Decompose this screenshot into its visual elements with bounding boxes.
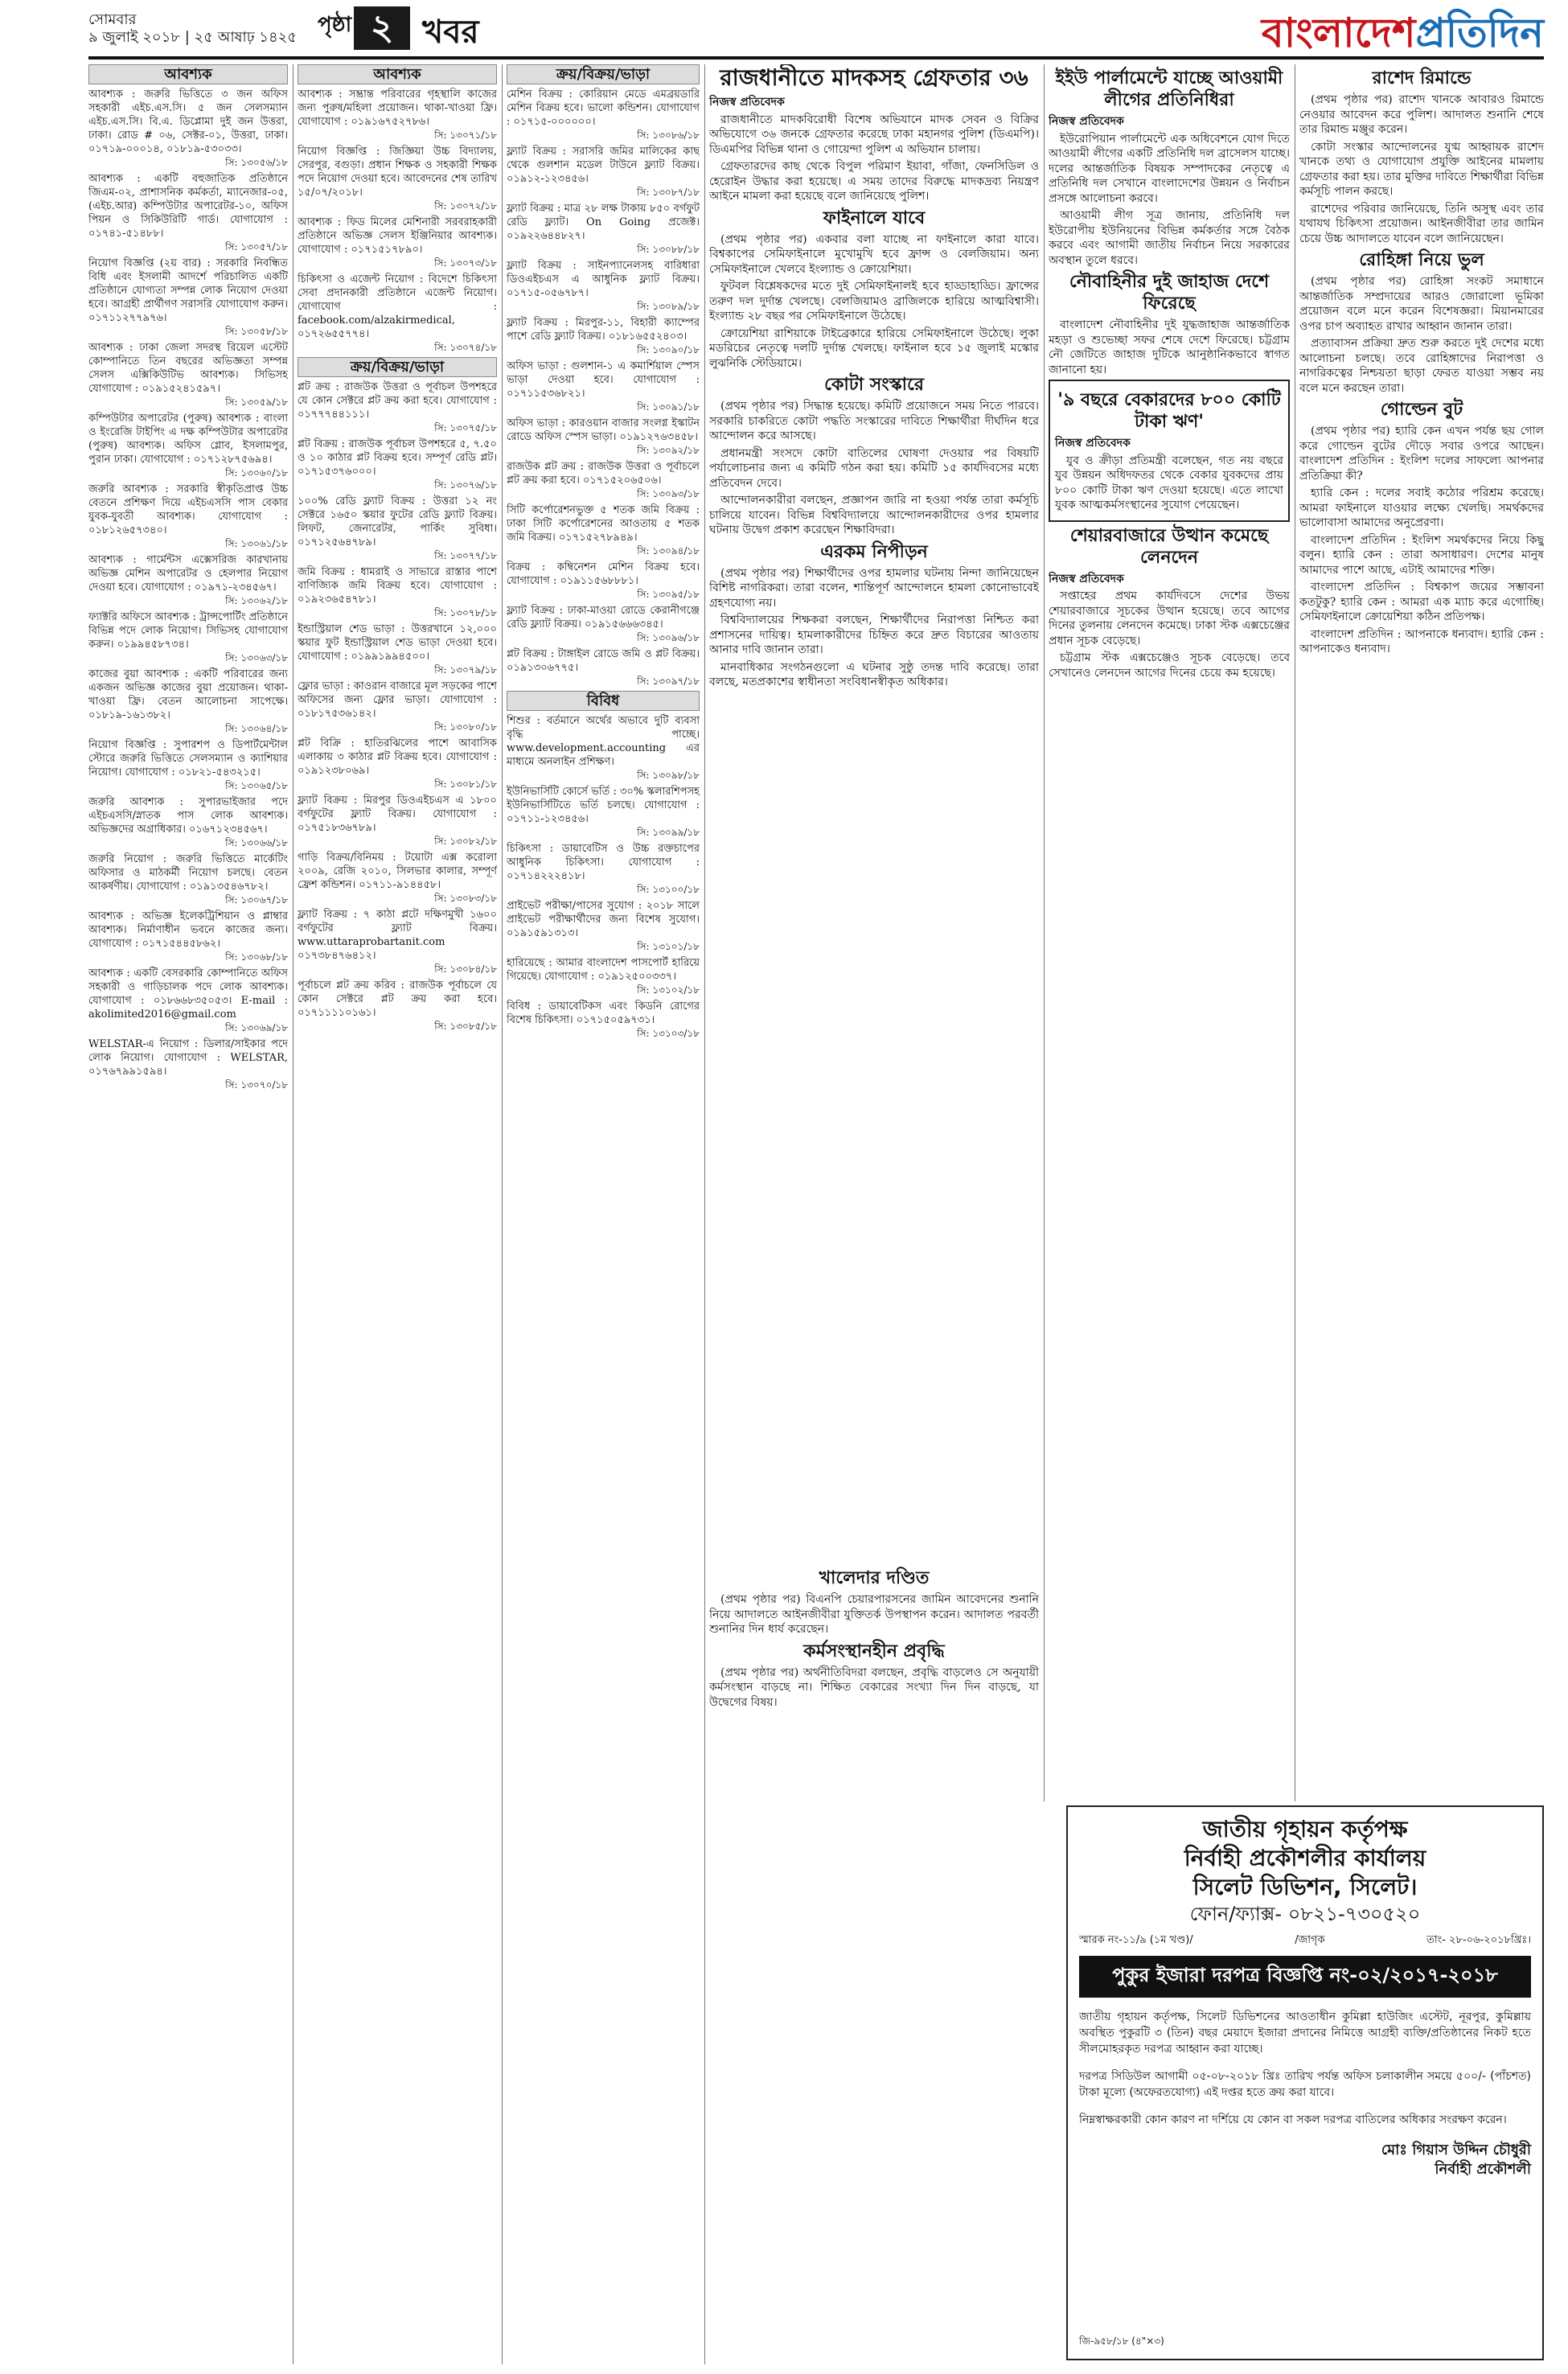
notice-body: দরপত্র সিডিউল আগামী ০৫-০৮-২০১৮ খ্রিঃ তারিখ পর্যন্ত অফিস চলাকালীন সময়ে ৫০০/- (পাঁচশত) টাকা মূল্যে (অফেরতযোগ্য) এই দপ্তর হতে ক্রয় করা যাবে। — [1079, 2070, 1531, 2099]
headline-quota: কোটা সংস্কারে — [824, 375, 924, 395]
ad-text: প্লট ক্রয় : রাজউক উত্তরা ও পূর্বাচল উপশহরে যে কোন সেক্টরে প্লট ক্রয় করা হবে। যোগাযোগ : ০১৭৭৭৪৪১১১। — [298, 381, 497, 421]
column-divider — [704, 64, 705, 2364]
classified-ad — [507, 503, 700, 558]
ad-text: আবশ্যক : অভিজ্ঞ ইলেকট্রিশিয়ান ও প্লাম্বার আবশ্যক। নির্মাণাধীন ভবনে কাজের জন্য। যোগাযোগ : ০১৭১৫৪৪৫৮৬২। — [88, 910, 288, 950]
classified-ad — [88, 88, 288, 170]
ad-text: জরুরি নিয়োগ : জরুরি ভিত্তিতে মার্কেটিং অফিসার ও মাঠকর্মী নিয়োগ চলছে। বেতন আকর্ষণীয়। যোগাযোগ : ০১৯১৩৫৪৬৭৮২। — [88, 853, 288, 893]
ad-code: সি: ১৩০৫৯/১৮ — [225, 396, 288, 408]
ad-code: সি: ১৩০৮২/১৮ — [434, 836, 497, 847]
paragraph: বাংলাদেশ প্রতিদিন : বিশ্বকাপ জয়ের সম্ভাবনা কতটুকু? হ্যারি কেন : আমরা এক ম্যাচ করে এগোচ্ছি। সেমিফাইনালে ক্রোয়েশিয়া কঠিন প্রতিপক্ষ। — [1299, 581, 1544, 623]
ad-code: সি: ১৩০৮৫/১৮ — [434, 1021, 497, 1032]
paragraph: (প্রথম পৃষ্ঠার পর) রোহিঙ্গা সংকট সমাধানে আন্তর্জাতিক সম্প্রদায়ের আরও জোরালো ভূমিকা প্রয়োজন বলে মনে করেন বিশেষজ্ঞরা। মিয়ানমারের ওপর চাপ অব্যাহত রাখার আহ্বান জানান তারা। — [1299, 275, 1544, 333]
headline-final: ফাইনালে যাবে — [823, 207, 926, 228]
paragraph: প্রধানমন্ত্রী সংসদে কোটা বাতিলের ঘোষণা দেওয়ার পর বিষয়টি পর্যালোচনার জন্য এ কমিটি গঠন করা হয়। কমিটি ১৫ কার্যদিবসের মধ্যে প্রতিবেদন দেবে। — [709, 446, 1039, 490]
paragraph: (প্রথম পৃষ্ঠার পর) হ্যারি কেন এখন পর্যন্ত ছয় গোল করে গোল্ডেন বুটের দৌড়ে সবার ওপরে আছেন। বাংলাদেশ প্রতিদিন : ইংলিশ দলের সাফল্যে আপনার প্রতিক্রিয়া কী? — [1299, 425, 1544, 483]
ad-code: সি: ১৩০৬৫/১৮ — [225, 780, 288, 791]
paragraph: কোটা সংস্কার আন্দোলনের যুগ্ম আহ্বায়ক রাশেদ খানকে তথ্য ও যোগাযোগ প্রযুক্তি আইনের মামলায় গ্রেফতার করা হয়। তার মুক্তির দাবিতে শিক্ষার্থীরা বিভিন্ন কর্মসূচি পালন করছে। — [1299, 140, 1544, 198]
classified-ad — [507, 359, 700, 414]
ad-code: সি: ১৩০৬৩/১৮ — [225, 652, 288, 663]
main-news-area — [709, 64, 1039, 1560]
ad-text: ফ্যাক্টরি অফিসে আবশ্যক : ট্রান্সপোর্টিং প্রতিষ্ঠানে বিভিন্ন পদে লোক নিয়োগ। সিভিসহ যোগাযোগ করুন। ০১৯৯৪৫৮৭৩৪। — [88, 611, 288, 651]
headline-golden: গোল্ডেন বুট — [1380, 400, 1463, 420]
ad-text: আবশ্যক : ফিড মিলের মেশিনারী সরবরাহকারী প্রতিষ্ঠানে অভিজ্ঞ সেলস ইঞ্জিনিয়ার আবশ্যক। যোগাযোগ : ০১৭১৫১৭৮৯০। — [298, 216, 497, 256]
ad-text: আবশ্যক : ঢাকা জেলা সদরস্থ রিয়েল এস্টেট কোম্পানিতে তিন বছরের অভিজ্ঞতা সম্পন্ন সেলস এক্সিকিউটিভ আবশ্যক। সিভিসহ যোগাযোগ : ০১৯১৫২৪১৫৯৭। — [88, 342, 288, 395]
section-head: আবশ্যক — [88, 64, 288, 84]
page-header — [0, 0, 1568, 56]
classified-ad — [507, 259, 700, 314]
classified-column-2 — [298, 64, 497, 2364]
classified-ad — [298, 979, 497, 1033]
ad-text: সিটি কর্পোরেশনভুক্ত ৫ শতক জমি বিক্রয় : ঢাকা সিটি কর্পোরেশনের আওতায় ৫ শতক জমি বিক্রয়। ০১৭১৫২৭৮৯৪৯। — [507, 504, 700, 544]
ad-code: সি: ১৩০৬১/১৮ — [225, 538, 288, 549]
notice-body: নিম্নস্বাক্ষরকারী কোন কারণ না দর্শিয়ে যে কোন বা সকল দরপত্র বাতিলের অধিকার সংরক্ষণ করেন। — [1079, 2113, 1507, 2126]
paragraph: (প্রথম পৃষ্ঠার পর) অর্থনীতিবিদরা বলছেন, প্রবৃদ্ধি বাড়লেও সে অনুযায়ী কর্মসংস্থান বাড়ছে না। শিক্ষিত বেকারের সংখ্যা দিন দিন বাড়ছে, যা উদ্বেগের বিষয়। — [709, 1665, 1039, 1709]
ad-code: সি: ১৩০৭২/১৮ — [434, 200, 497, 212]
classified-ad — [88, 483, 288, 551]
ad-text: গাড়ি বিক্রয়/বিনিময় : টয়োটা এক্স করোলা ২০০৯, রেজি ২০১০, সিলভার কালার, সম্পূর্ণ ফ্রেশ কন্ডিশন। ০১৭১১-৯১৪৪৫৮। — [298, 852, 497, 891]
ad-text: প্লট বিক্রয় : টাঙ্গাইল রোডে জমি ও প্লট বিক্রয়। ০১৯১৩০৬৭৭৫। — [507, 648, 700, 674]
classified-ad — [298, 851, 497, 906]
ad-code: সি: ১৩০৯৩/১৮ — [637, 488, 700, 499]
headline-rohingya: রোহিঙ্গা নিয়ে ভুল — [1359, 250, 1484, 270]
ad-code: সি: ১৩০৭৬/১৮ — [434, 479, 497, 491]
classified-ad — [507, 460, 700, 501]
paragraph: গ্রেফতারদের কাছ থেকে বিপুল পরিমাণ ইয়াবা, গাঁজা, ফেনসিডিল ও হেরোইন উদ্ধার করা হয়েছে। এ সময় তাদের বিরুদ্ধে মাদকদ্রব্য নিয়ন্ত্রণ আইনে মামলা করা হয়েছে বলে জানিয়েছে পুলিশ। — [709, 160, 1039, 203]
ad-code: সি: ১৩০৮৪/১৮ — [434, 963, 497, 975]
ad-code: সি: ১৩০৯৫/১৮ — [637, 589, 700, 600]
paragraph: যুব ও ক্রীড়া প্রতিমন্ত্রী বলেছেন, গত নয় বছরে যুব উন্নয়ন অধিদফতর থেকে বেকার যুবকদের প্রায় ৮০০ কোটি টাকা ঋণ দেওয়া হয়েছে। এতে লাখো যুবক আত্মকর্মসংস্থানের সুযোগ পেয়েছেন। — [1055, 454, 1283, 511]
classified-ad — [298, 737, 497, 791]
paragraph: বাংলাদেশ নৌবাহিনীর দুই যুদ্ধজাহাজ আন্তর্জাতিক মহড়া ও শুভেচ্ছা সফর শেষে দেশে ফিরেছে। চট্টগ্রাম নৌ জেটিতে জাহাজ দুটিকে আনুষ্ঠানিকভাবে স্বাগত জানানো হয়। — [1049, 318, 1290, 376]
ad-code: সি: ১৩০৭০/১৮ — [225, 1079, 288, 1090]
paragraph: (প্রথম পৃষ্ঠার পর) সিদ্ধান্ত হয়েছে। কমিটি প্রয়োজনে সময় নিতে পারবে। সরকারি চাকরিতে কোটা পদ্ধতি সংস্কারের দাবিতে শিক্ষার্থীরা দীর্ঘদিন ধরে আন্দোলন করে আসছে। — [709, 400, 1039, 442]
ad-code: সি: ১৩০৬০/১৮ — [225, 467, 288, 478]
classified-ad — [507, 604, 700, 645]
ad-code: সি: ১৩০৮৭/১৮ — [637, 187, 700, 198]
ad-text: ইন্ডাস্ট্রিয়াল শেড ভাড়া : উত্তরখানে ১২,০০০ স্কয়ার ফুট ইন্ডাস্ট্রিয়াল শেড ভাড়া দেওয়া হবে। যোগাযোগ : ০১৯৯১৯৯৪৫০০। — [298, 623, 497, 663]
section-head: আবশ্যক — [298, 64, 497, 84]
ad-code: সি: ১৩০৫৮/১৮ — [225, 326, 288, 337]
classified-ad — [298, 794, 497, 848]
ad-text: বিক্রয় : কম্বিনেশন মেশিন বিক্রয় হবে। যোগাযোগ : ০১৯১১৫৬৮৮৮১। — [507, 561, 700, 587]
ad-code: সি: ১৩০৬২/১৮ — [225, 595, 288, 606]
byline: নিজস্ব প্রতিবেদক — [1049, 572, 1124, 585]
ad-code: সি: ১৩০৭৩/১৮ — [434, 257, 497, 269]
ad-text: WELSTAR-এ নিয়োগ : ডিলার/সাইকার পদে লোক নিয়োগ। যোগাযোগ : WELSTAR, ০১৭৬৭৯৯১৫৯৪। — [88, 1038, 288, 1078]
classified-ad — [88, 172, 288, 254]
classified-ad — [88, 341, 288, 409]
paragraph: রাজধানীতে মাদকবিরোধী বিশেষ অভিযানে মাদক সেবন ও বিক্রির অভিযোগে ৩৬ জনকে গ্রেফতার করেছে ঢাকা মহানগর পুলিশ (ডিএমপি)। ডিএমপির বিভিন্ন থানা ও গোয়েন্দা পুলিশ এ অভিযান চালায়। — [709, 113, 1039, 156]
ad-text: ইউনিভার্সিটি কোর্সে ভর্তি : ৩০% স্কলারশিপসহ ইউনিভার্সিটিতে ভর্তি চলছে। যোগাযোগ : ০১৭১১-১২৩৪৫৬। — [507, 786, 700, 825]
ad-code: সি: ১৩০৭৯/১৮ — [434, 664, 497, 676]
paragraph: ক্রোয়েশিয়া রাশিয়াকে টাইব্রেকারে হারিয়ে সেমিফাইনালে উঠেছে। লুকা মডরিচের নেতৃত্বে দলটি দুর্দান্ত খেলছে। ফাইনাল হবে ১৫ জুলাই মস্কোর লুঝনিকি স্টেডিয়ামে। — [709, 327, 1039, 370]
ad-code: সি: ১৩০৭৪/১৮ — [434, 342, 497, 353]
notice-memo — [1079, 1932, 1531, 1949]
memo-no: স্মারক নং-১১/৯ (১ম খণ্ড)/ — [1079, 1934, 1193, 1946]
ad-code: সি: ১৩১০১/১৮ — [637, 941, 700, 952]
classified-ad — [298, 380, 497, 435]
paragraph: (প্রথম পৃষ্ঠার পর) বিএনপি চেয়ারপারসনের জামিন আবেদনের শুনানি নিয়ে আদালতে আইনজীবীরা যুক্তিতর্ক উপস্থাপন করেন। আদালত পরবর্তী শুনানির দিন ধার্য করেছেন। — [709, 1593, 1039, 1636]
ad-code: সি: ১৩০৯৯/১৮ — [637, 827, 700, 838]
paragraph: (প্রথম পৃষ্ঠার পর) রাশেদ খানকে আবারও রিমান্ডে নেওয়ার আবেদন করে পুলিশ। আদালত শুনানি শেষে তার রিমান্ড মঞ্জুর করেন। — [1299, 93, 1544, 136]
classified-ad — [298, 495, 497, 563]
ad-code: সি: ১৩০৬৯/১৮ — [225, 1022, 288, 1033]
classified-column-1 — [88, 64, 288, 2364]
weekday: সোমবার — [88, 11, 137, 28]
classified-ad — [298, 145, 497, 213]
paragraph: রাশেদের পরিবার জানিয়েছে, তিনি অসুস্থ এবং তার যথাযথ চিকিৎসা প্রয়োজন। আইনজীবীরা তার জামিন চেয়ে উচ্চ আদালতে যাবেন বলে জানিয়েছেন। — [1299, 202, 1544, 245]
ad-code: সি: ১৩০৯৮/১৮ — [637, 770, 700, 781]
ad-code: সি: ১৩০৯০/১৮ — [637, 344, 700, 355]
classified-column-3 — [507, 64, 700, 2019]
ad-code: সি: ১৩০৯৭/১৮ — [637, 676, 700, 687]
ad-text: আবশ্যক : গার্মেন্টস এক্সেসরিজ কারখানায় অভিজ্ঞ মেশিন অপারেটর ও হেলপার নিয়োগ দেওয়া হবে। যোগাযোগ : ০১৯৭১-২৩৪৫৬৭। — [88, 554, 288, 594]
ad-code: সি: ১৩০৬৮/১৮ — [225, 951, 288, 963]
ad-code: সি: ১৩০৮৯/১৮ — [637, 301, 700, 312]
ad-code: সি: ১৩০৯৬/১৮ — [637, 632, 700, 643]
ad-code: সি: ১৩০৭৭/১৮ — [434, 550, 497, 561]
memo-date: তাং- ২৮-০৬-২০১৮খ্রিঃ। — [1426, 1934, 1531, 1946]
notice-body: জাতীয় গৃহায়ন কর্তৃপক্ষ, সিলেট ডিভিশনের আওতাধীন কুমিল্লা হাউজিং এস্টেট, নূরপুর, কুমিল্লায় অবস্থিত পুকুরটি ৩ (তিন) বছর মেয়াদে ইজারা প্রদানের নিমিত্তে আগ্রহী ব্যক্তি/প্রতিষ্ঠানের নিকট হতে সীলমোহরকৃত দরপত্র আহ্বান করা যাচ্ছে। — [1079, 2011, 1531, 2056]
masthead-logo — [1262, 3, 1544, 70]
classified-ad — [88, 910, 288, 964]
paragraph: ফুটবল বিশ্লেষকদের মতে দুই সেমিফাইনালই হবে হাড্ডাহাড্ডি। ফ্রান্সের তরুণ দল দুর্দান্ত খেলছে। বেলজিয়ামও ব্রাজিলকে হারিয়ে আত্মবিশ্বাসী। ইংল্যান্ড ২৮ বছর পর সেমিফাইনালে উঠেছে। — [709, 280, 1039, 322]
classified-ad — [507, 842, 700, 897]
ad-text: প্লট বিক্রয় : রাজউক পূর্বাচল উপশহরে ৫, ৭.৫০ ও ১০ কাঠার প্লট বিক্রয় হবে। সম্পূর্ণ রেডি প্লট। ০১৭১৫৩৭৬০০০। — [298, 438, 497, 478]
paragraph: বাংলাদেশ প্রতিদিন : ইংলিশ সমর্থকদের নিয়ে কিছু বলুন। হ্যারি কেন : তারা অসাধারণ। দেশের মানুষ আমাদের পাশে আছে, এটাই আমাদের শক্তি। — [1299, 533, 1544, 577]
ad-text: কাজের বুয়া আবশ্যক : একটি পরিবারের জন্য একজন অভিজ্ঞ কাজের বুয়া প্রয়োজন। থাকা-খাওয়া ফ্রি। বেতন আলোচনা সাপেক্ষে। ০১৮১৯-১৬১৩৮২। — [88, 668, 288, 721]
ad-text: শিশুর : বর্তমানে অর্থের অভাবে দুটি ব্যবসা বৃদ্ধি পাচ্ছে। www.development.accounting এর মাধ্যমে অনলাইন প্রশিক্ষণ। — [507, 715, 700, 768]
classified-ad — [507, 316, 700, 357]
paragraph: আন্দোলনকারীরা বলছেন, প্রজ্ঞাপন জারি না হওয়া পর্যন্ত তারা কর্মসূচি চালিয়ে যাবেন। বিভিন্ন বিশ্ববিদ্যালয়ে আন্দোলনকারীদের ওপর হামলার ঘটনায় উদ্বেগ প্রকাশ করেছেন শিক্ষাবিদরা। — [709, 494, 1039, 536]
ad-text: নিয়োগ বিজ্ঞপ্তি (২য় বার) : সরকারি নিবন্ধিত বিধি এবং ইসলামী আদর্শে পরিচালিত একটি প্রতিষ্ঠানে যোগ্যতা সম্পন্ন লোক নিয়োগ দেওয়া হবে। আগ্রহী প্রার্থীগণ সরাসরি যোগাযোগ করুন। ০১৭১১২৭৭৯৭৬। — [88, 257, 288, 324]
ad-text: প্রাইভেট পরীক্ষা/পাসের সুযোগ : ২০১৮ সালে প্রাইভেট পরীক্ষার্থীদের জন্য বিশেষ সুযোগ। ০১৯১৫৯১৩১৩। — [507, 900, 700, 939]
memo-mid: /জাগৃক — [1295, 1934, 1325, 1946]
ad-code: সি: ১৩০৮১/১৮ — [434, 778, 497, 790]
paragraph: (প্রথম পৃষ্ঠার পর) একবার বলা যাচ্ছে না ফাইনালে কারা যাবে। বিশ্বকাপের সেমিফাইনালে মুখোমুখি হবে ফ্রান্স ও বেলজিয়াম। অন্য সেমিফাইনালে খেলবে ইংল্যান্ড ও ক্রোয়েশিয়া। — [709, 232, 1039, 276]
headline-rashed: রাশেদ রিমান্ডে — [1372, 68, 1472, 88]
classified-ad — [88, 1037, 288, 1092]
ad-text: বিবিধ : ডায়াবেটিকস এবং কিডনি রোগের বিশেষ চিকিৎসা। ০১৭১৫০৫৯৭৩১। — [507, 1000, 700, 1026]
page-number: ২ — [354, 6, 410, 50]
classified-ad — [507, 417, 700, 458]
news-column-eu — [1049, 64, 1290, 1801]
notice-org: জাতীয় গৃহায়ন কর্তৃপক্ষ — [1202, 1816, 1408, 1842]
classified-ad — [298, 622, 497, 677]
section-head: ক্রয়/বিক্রয়/ভাড়া — [507, 64, 700, 84]
paragraph: (প্রথম পৃষ্ঠার পর) শিক্ষার্থীদের ওপর হামলার ঘটনায় নিন্দা জানিয়েছেন বিশিষ্ট নাগরিকরা। তারা বলেন, শান্তিপূর্ণ আন্দোলনে হামলা কোনোভাবেই গ্রহণযোগ্য নয়। — [709, 566, 1039, 610]
ad-text: পূর্বাচলে প্লট ক্রয় করিব : রাজউক পূর্বাচলে যে কোন সেক্টরে প্লট ক্রয় করা হবে। ০১৭১১১১০১৬১। — [298, 980, 497, 1019]
headline-erokom: এরকম নিপীড়ন — [820, 541, 928, 562]
ad-text: ফ্ল্যাট বিক্রয় : ৭ কাঠা প্লটে দক্ষিণমুখী ১৬০০ বর্গফুটের ফ্ল্যাট বিক্রয়। www.uttaraprobartanit.com ০১৭৩৮৪৭৬৪১২। — [298, 909, 497, 962]
classified-ad — [507, 714, 700, 782]
ad-code: সি: ১৩০৬৬/১৮ — [225, 837, 288, 848]
ad-code: সি: ১৩০৭৮/১৮ — [434, 607, 497, 618]
notice-signature — [1079, 2141, 1531, 2179]
ad-text: হারিয়েছে : আমার বাংলাদেশ পাসপোর্ট হারিয়ে গিয়েছে। যোগাযোগ : ০১৯১২৫০০৩৩৭। — [507, 957, 700, 983]
ad-text: জরুরি আবশ্যক : সরকারি স্বীকৃতিপ্রাপ্ত উচ্চ বেতনে প্রশিক্ষণ দিয়ে এইচএসসি পাস বেকার যুবক-যুবতী আবশ্যক। যোগাযোগ : ০১৮১২৬৫৭৩৪০। — [88, 483, 288, 536]
ad-text: কম্পিউটার অপারেটর (পুরুষ) আবশ্যক : বাংলা ও ইংরেজি টাইপিং এ দক্ষ কম্পিউটার অপারেটর (পুরুষ) আবশ্যক। অফিস গ্লোব, ইসলামপুর, পুরান ঢাকা। যোগাযোগ : ০১৭১২৮৭৫৬৯৪। — [88, 413, 288, 466]
ad-code: সি: ১৩০৮০/১৮ — [434, 721, 497, 733]
section-head: ক্রয়/বিক্রয়/ভাড়া — [298, 357, 497, 377]
ad-code: সি: ১৩০৬৪/১৮ — [225, 723, 288, 734]
notice-phone: ফোন/ফ্যাক্স- ০৮২১-৭৩০৫২০ — [1189, 1903, 1421, 1925]
column-divider — [502, 64, 503, 2364]
classified-ad — [507, 88, 700, 142]
classified-ad — [298, 216, 497, 270]
classified-ad — [88, 667, 288, 736]
ad-code: সি: ১৩১০২/১৮ — [637, 984, 700, 996]
notice-ref: জি-৯৫৮/১৮ (৪"×৩) — [1079, 2335, 1164, 2347]
signer-name: মোঃ গিয়াস উদ্দিন চৌধুরী — [1381, 2142, 1531, 2158]
ad-text: রাজউক প্লট ক্রয় : রাজউক উত্তরা ও পূর্বাচলে প্লট ক্রয় করা হবে। ০১৭১৫২০৬৫০৬। — [507, 461, 700, 487]
classified-ad — [88, 795, 288, 850]
paragraph: সপ্তাহের প্রথম কার্যদিবসে দেশের উভয় শেয়ারবাজারে সূচকের উত্থান হয়েছে। তবে আগের দিনের তুলনায় লেনদেন কমেছে। ঢাকা স্টক এক্সচেঞ্জের প্রধান সূচক বেড়েছে। — [1049, 589, 1290, 647]
ad-text: ফ্ল্যাট বিক্রয় : সরাসরি জমির মালিকের কাছ থেকে গুলশান মডেল টাউনে ফ্ল্যাট বিক্রয়। ০১৯১২-১২৩৪৫৬। — [507, 146, 700, 185]
paragraph: মানবাধিকার সংগঠনগুলো এ ঘটনার সুষ্ঠু তদন্ত দাবি করেছে। তারা বলছে, মতপ্রকাশের স্বাধীনতা সংবিধানস্বীকৃত অধিকার। — [709, 660, 1039, 688]
ad-text: জমি বিক্রয় : ধামরাই ও সাভারে রাস্তার পাশে বাণিজ্যিক জমি বিক্রয় হবে। যোগাযোগ : ০১৯২৩৬৫৪৭৮১। — [298, 566, 497, 606]
ad-code: সি: ১৩০৫৭/১৮ — [225, 241, 288, 253]
classified-ad — [88, 610, 288, 665]
ad-text: ফ্ল্যাট বিক্রয় : মিরপুর-১১, বিহারী ক্যাম্পের পাশে রেডি ফ্ল্যাট বিক্রয়। ০১৮১৬৫৫২৪০৩। — [507, 317, 700, 343]
header-rule — [88, 56, 1544, 60]
classified-ad — [507, 785, 700, 840]
section-head: বিবিধ — [507, 691, 700, 711]
ad-text: চিকিৎসা ও এজেন্ট নিয়োগ : বিদেশে চিকিৎসা সেবা প্রদানকারী প্রতিষ্ঠানে এজেন্ট নিয়োগ। যোগাযোগ : facebook.com/alzakirmedical, ০১৭২৬৫৫৭৭৪। — [298, 273, 497, 340]
ad-text: আবশ্যক : জরুরি ভিত্তিতে ৩ জন অফিস সহকারী এইচ.এস.সি। ৫ জন সেলসম্যান এইচ.এস.সি। বি.এ. ডিপ্লোমা দুই জন উত্তরা, ঢাকা। রোড # ০৬, সেক্টর-০১, উত্তরা, ঢাকা। ০১৭১৯-০০০১৪, ০১৮১৯-৫৩০৩৩। — [88, 88, 288, 155]
ad-text: অফিস ভাড়া : গুলশান-১ এ কমার্শিয়াল স্পেস ভাড়া দেওয়া হবে। যোগাযোগ : ০১৭১১৫৩৬৮২১। — [507, 360, 700, 400]
ad-code: সি: ১৩০৫৬/১৮ — [225, 157, 288, 168]
boxed-story — [1049, 380, 1290, 522]
paragraph: আওয়ামী লীগ সূত্র জানায়, প্রতিনিধি দল ইউরোপীয় ইউনিয়নের বিভিন্ন কর্মকর্তার সঙ্গে বৈঠক করবে এবং আগামী জাতীয় নির্বাচন নিয়ে সরকারের অবস্থান তুলে ধরবে। — [1049, 209, 1290, 267]
tender-notice — [1066, 1805, 1544, 2360]
ad-text: ফ্ল্যাট বিক্রয় : মাত্র ২৮ লক্ষ টাকায় ৮৫০ বর্গফুট রেডি ফ্ল্যাট। On Going প্রজেক্ট। ০১৯২২৬৪৪৮২৭। — [507, 203, 700, 242]
header-date — [88, 11, 297, 47]
classified-ad — [507, 1000, 700, 1041]
headline-main: রাজধানীতে মাদকসহ গ্রেফতার ৩৬ — [720, 64, 1028, 91]
classified-ad — [88, 257, 288, 339]
brand-right: প্রতিদিন — [1415, 9, 1544, 56]
classified-ad — [88, 553, 288, 608]
byline: নিজস্ব প্রতিবেদক — [1049, 115, 1124, 128]
issue-date: ৯ জুলাই ২০১৮ | ২৫ আষাঢ় ১৪২৫ — [88, 29, 298, 46]
paragraph: বাংলাদেশ প্রতিদিন : আপনাকে ধন্যবাদ। হ্যারি কেন : আপনাকেও ধন্যবাদ। — [1299, 627, 1544, 655]
ad-code: সি: ১৩০৭১/১৮ — [434, 129, 497, 141]
ad-code: সি: ১৩১০৩/১৮ — [637, 1028, 700, 1039]
notice-office: নির্বাহী প্রকৌশলীর কার্যালয় — [1184, 1845, 1426, 1871]
classified-ad — [298, 273, 497, 355]
ad-code: সি: ১৩০৬৭/১৮ — [225, 894, 288, 906]
classified-ad — [298, 565, 497, 620]
ad-text: মেশিন বিক্রয় : কোরিয়ান মেডে এমব্রয়ডারি মেশিন বিক্রয় হবে। ভালো কন্ডিশন। যোগাযোগ : ০১৭১৫-০০০০০০। — [507, 88, 700, 128]
signer-title: নির্বাহী প্রকৌশলী — [1435, 2161, 1531, 2178]
ad-code: সি: ১৩০৯২/১৮ — [637, 445, 700, 456]
paragraph: ইউরোপিয়ান পার্লামেন্টে এক অধিবেশনে যোগ দিতে আওয়ামী লীগের একটি প্রতিনিধি দল ব্রাসেলস যাচ্ছে। দলের আন্তর্জাতিক বিষয়ক সম্পাদকের নেতৃত্বে এ প্রতিনিধি দল সেখানে বাংলাদেশের উন্নয়ন ও নির্বাচন প্রসঙ্গে আলোচনা করবে। — [1049, 132, 1290, 205]
brand-left: বাংলাদেশ — [1261, 9, 1416, 56]
ad-text: ফ্লোর ভাড়া : কাওরান বাজারে মূল সড়কের পাশে অফিসের জন্য ফ্লোর ভাড়া। যোগাযোগ : ০১৮১৭৫৩৬১৪২। — [298, 680, 497, 720]
ad-text: নিয়োগ বিজ্ঞপ্তি : জিজ্ঞিয়া উচ্চ বিদ্যালয়, সেরপুর, বগুড়া। প্রধান শিক্ষক ও সহকারী শিক্ষক পদে নিয়োগ দেওয়া হবে। আবেদনের শেষ তারিখ ১৫/০৭/২০১৮। — [298, 146, 497, 199]
headline-box: '৯ বছরে বেকারদের ৮০০ কোটি টাকা ঋণ' — [1057, 390, 1281, 432]
ad-code: সি: ১৩১০০/১৮ — [637, 884, 700, 895]
ad-text: আবশ্যক : সম্ভ্রান্ত পরিবারের গৃহস্থালি কাজের জন্য পুরুষ/মহিলা প্রয়োজন। থাকা-খাওয়া ফ্রি। যোগাযোগ : ০১৯১৬৭৫২৭৮৬। — [298, 88, 497, 128]
classified-ad — [298, 88, 497, 142]
ad-text: নিয়োগ বিজ্ঞপ্তি : সুপারশপ ও ডিপার্টমেন্টাল স্টোরে জরুরি ভিত্তিতে সেলসম্যান ও ক্যাশিয়ার নিয়োগ। যোগাযোগ : ০১৮২১-৫৪৩২১৫। — [88, 739, 288, 778]
ad-text: ১০০% রেডি ফ্ল্যাট বিক্রয় : উত্তরা ১২ নং সেক্টরে ১৬৫০ স্কয়ার ফুটের রেডি ফ্ল্যাট বিক্রয়। লিফট, জেনারেটর, পার্কিং সুবিধা। ০১৭১২৫৬৪৭৮৯। — [298, 495, 497, 548]
ad-text: ফ্ল্যাট বিক্রয় : ঢাকা-মাওয়া রোডে কেরানীগঞ্জে রেডি ফ্ল্যাট বিক্রয়। ০১৯১৫৬৬৬৩৪৫। — [507, 605, 700, 630]
classified-ad — [298, 908, 497, 976]
ad-code: সি: ১৩০৮৮/১৮ — [637, 244, 700, 255]
ad-text: অফিস ভাড়া : কারওয়ান বাজার সংলগ্ন ইস্কাটন রোডে অফিস স্পেস ভাড়া। ০১৯১২৭৬৩৪৫৮। — [507, 417, 700, 443]
ad-text: জরুরি আবশ্যক : সুপারভাইজার পদে এইচএসসি/স্নাতক পাস লোক আবশ্যক। অভিজ্ঞদের অগ্রাধিকার। ০১৬৭১২৩৪৫৬৭। — [88, 796, 288, 836]
classified-ad — [507, 647, 700, 688]
classified-ad — [298, 680, 497, 734]
headline-navy: নৌবাহিনীর দুই জাহাজ দেশে ফিরেছে — [1069, 272, 1270, 314]
classified-ad — [507, 202, 700, 257]
classified-ad — [88, 738, 288, 793]
ad-code: সি: ১৩০৮৩/১৮ — [434, 893, 497, 904]
headline-share: শেয়ারবাজারে উত্থান কমেছে লেনদেন — [1069, 525, 1269, 568]
paragraph: প্রত্যাবাসন প্রক্রিয়া দ্রুত শুরু করতে দুই দেশের মধ্যে আলোচনা চলছে। তবে রোহিঙ্গাদের নিরাপত্তা ও নাগরিকত্বের নিশ্চয়তা ছাড়া ফেরত যাওয়া সম্ভব নয় বলে মনে করছেন তারা। — [1299, 337, 1544, 395]
ad-code: সি: ১৩০৯১/১৮ — [637, 401, 700, 413]
classified-ad — [298, 437, 497, 492]
ad-code: সি: ১৩০৯৪/১৮ — [637, 545, 700, 557]
ad-text: প্লট বিক্রি : হাতিরঝিলের পাশে আবাসিক এলাকায় ৩ কাঠার প্লট বিক্রয় হবে। যোগাযোগ : ০১৯১২৩৮০৬৯। — [298, 737, 497, 777]
headline-eu: ইইউ পার্লামেন্টে যাচ্ছে আওয়ামী লীগের প্রতিনিধিরা — [1055, 68, 1283, 110]
headline-khaleda: খালেদার দণ্ডিত — [819, 1568, 930, 1588]
byline: নিজস্ব প্রতিবেদক — [1055, 437, 1131, 450]
ad-text: চিকিৎসা : ডায়াবেটিস ও উচ্চ রক্তচাপের আধুনিক চিকিৎসা। যোগাযোগ : ০১৭১৪২২২৪১৮। — [507, 843, 700, 882]
classified-ad — [507, 145, 700, 199]
classified-ad — [507, 561, 700, 602]
ad-code: সি: ১৩০৮৬/১৮ — [637, 129, 700, 141]
classified-ad — [88, 412, 288, 480]
classified-ad — [507, 899, 700, 954]
ad-text: আবশ্যক : একটি বহুজাতিক প্রতিষ্ঠানে জিএম-০২, প্রাশাসনিক কর্মকর্তা, ম্যানেজার-০৫, (এইচ.আর) কম্পিউটার অপারেটর-১০, অফিস পিয়ন ও সিকিউরিটি গার্ড। যোগাযোগ : ০১৭৪১-৫১৪৮৮। — [88, 173, 288, 240]
classified-ad — [88, 967, 288, 1035]
tender-title: পুকুর ইজারা দরপত্র বিজ্ঞপ্তি নং-০২/২০১৭-২০১৮ — [1079, 1956, 1531, 1998]
news-column-right — [1299, 64, 1544, 1801]
ad-code: সি: ১৩০৭৫/১৮ — [434, 422, 497, 433]
column-divider — [1044, 64, 1045, 1801]
paragraph: চট্টগ্রাম স্টক এক্সচেঞ্জেও সূচক বেড়েছে। তবে সেখানেও লেনদেন আগের দিনের চেয়ে কম হয়েছে। — [1049, 651, 1290, 680]
classified-ad — [88, 852, 288, 907]
section-title: খবর — [422, 13, 479, 51]
headline-employ: কর্মসংস্থানহীন প্রবৃদ্ধি — [803, 1641, 945, 1661]
ad-text: ফ্ল্যাট বিক্রয় : সাইনপ্যানেলসহ বারিধারা ডিওএইচএস এ আধুনিক ফ্ল্যাট বিক্রয়। ০১৭১৫-০৫৬৭৮৭। — [507, 260, 700, 299]
notice-division: সিলেট ডিভিশন, সিলেট। — [1192, 1874, 1418, 1900]
page-logo: পৃষ্ঠা — [318, 13, 352, 37]
byline: নিজস্ব প্রতিবেদক — [709, 96, 785, 109]
paragraph: হ্যারি কেন : দলের সবাই কঠোর পরিশ্রম করেছে। আমরা ফাইনালে যাওয়ার লক্ষ্যে খেলছি। সমর্থকদের ভালোবাসা আমাদের অনুপ্রেরণা। — [1299, 487, 1544, 529]
classified-ad — [507, 956, 700, 997]
ad-text: ফ্ল্যাট বিক্রয় : মিরপুর ডিওএইচএস এ ১৮০০ বর্গফুটের ফ্ল্যাট বিক্রয়। যোগাযোগ : ০১৭৫১৮৩৬৭৮৯। — [298, 795, 497, 834]
paragraph: বিশ্ববিদ্যালয়ের শিক্ষকরা বলছেন, শিক্ষার্থীদের নিরাপত্তা নিশ্চিত করা প্রশাসনের দায়িত্ব। হামলাকারীদের চিহ্নিত করে দ্রুত বিচারের আওতায় আনার দাবি জানান তারা। — [709, 614, 1039, 656]
lower-news-area — [709, 1564, 1039, 2364]
ad-text: আবশ্যক : একটি বেসরকারি কোম্পানিতে অফিস সহকারী ও গাড়িচালক পদে লোক আবশ্যক। যোগাযোগ : ০১৮৬৬৮৩৫০৫৩। E-mail : akolimited2016@gmail.com — [88, 967, 288, 1021]
